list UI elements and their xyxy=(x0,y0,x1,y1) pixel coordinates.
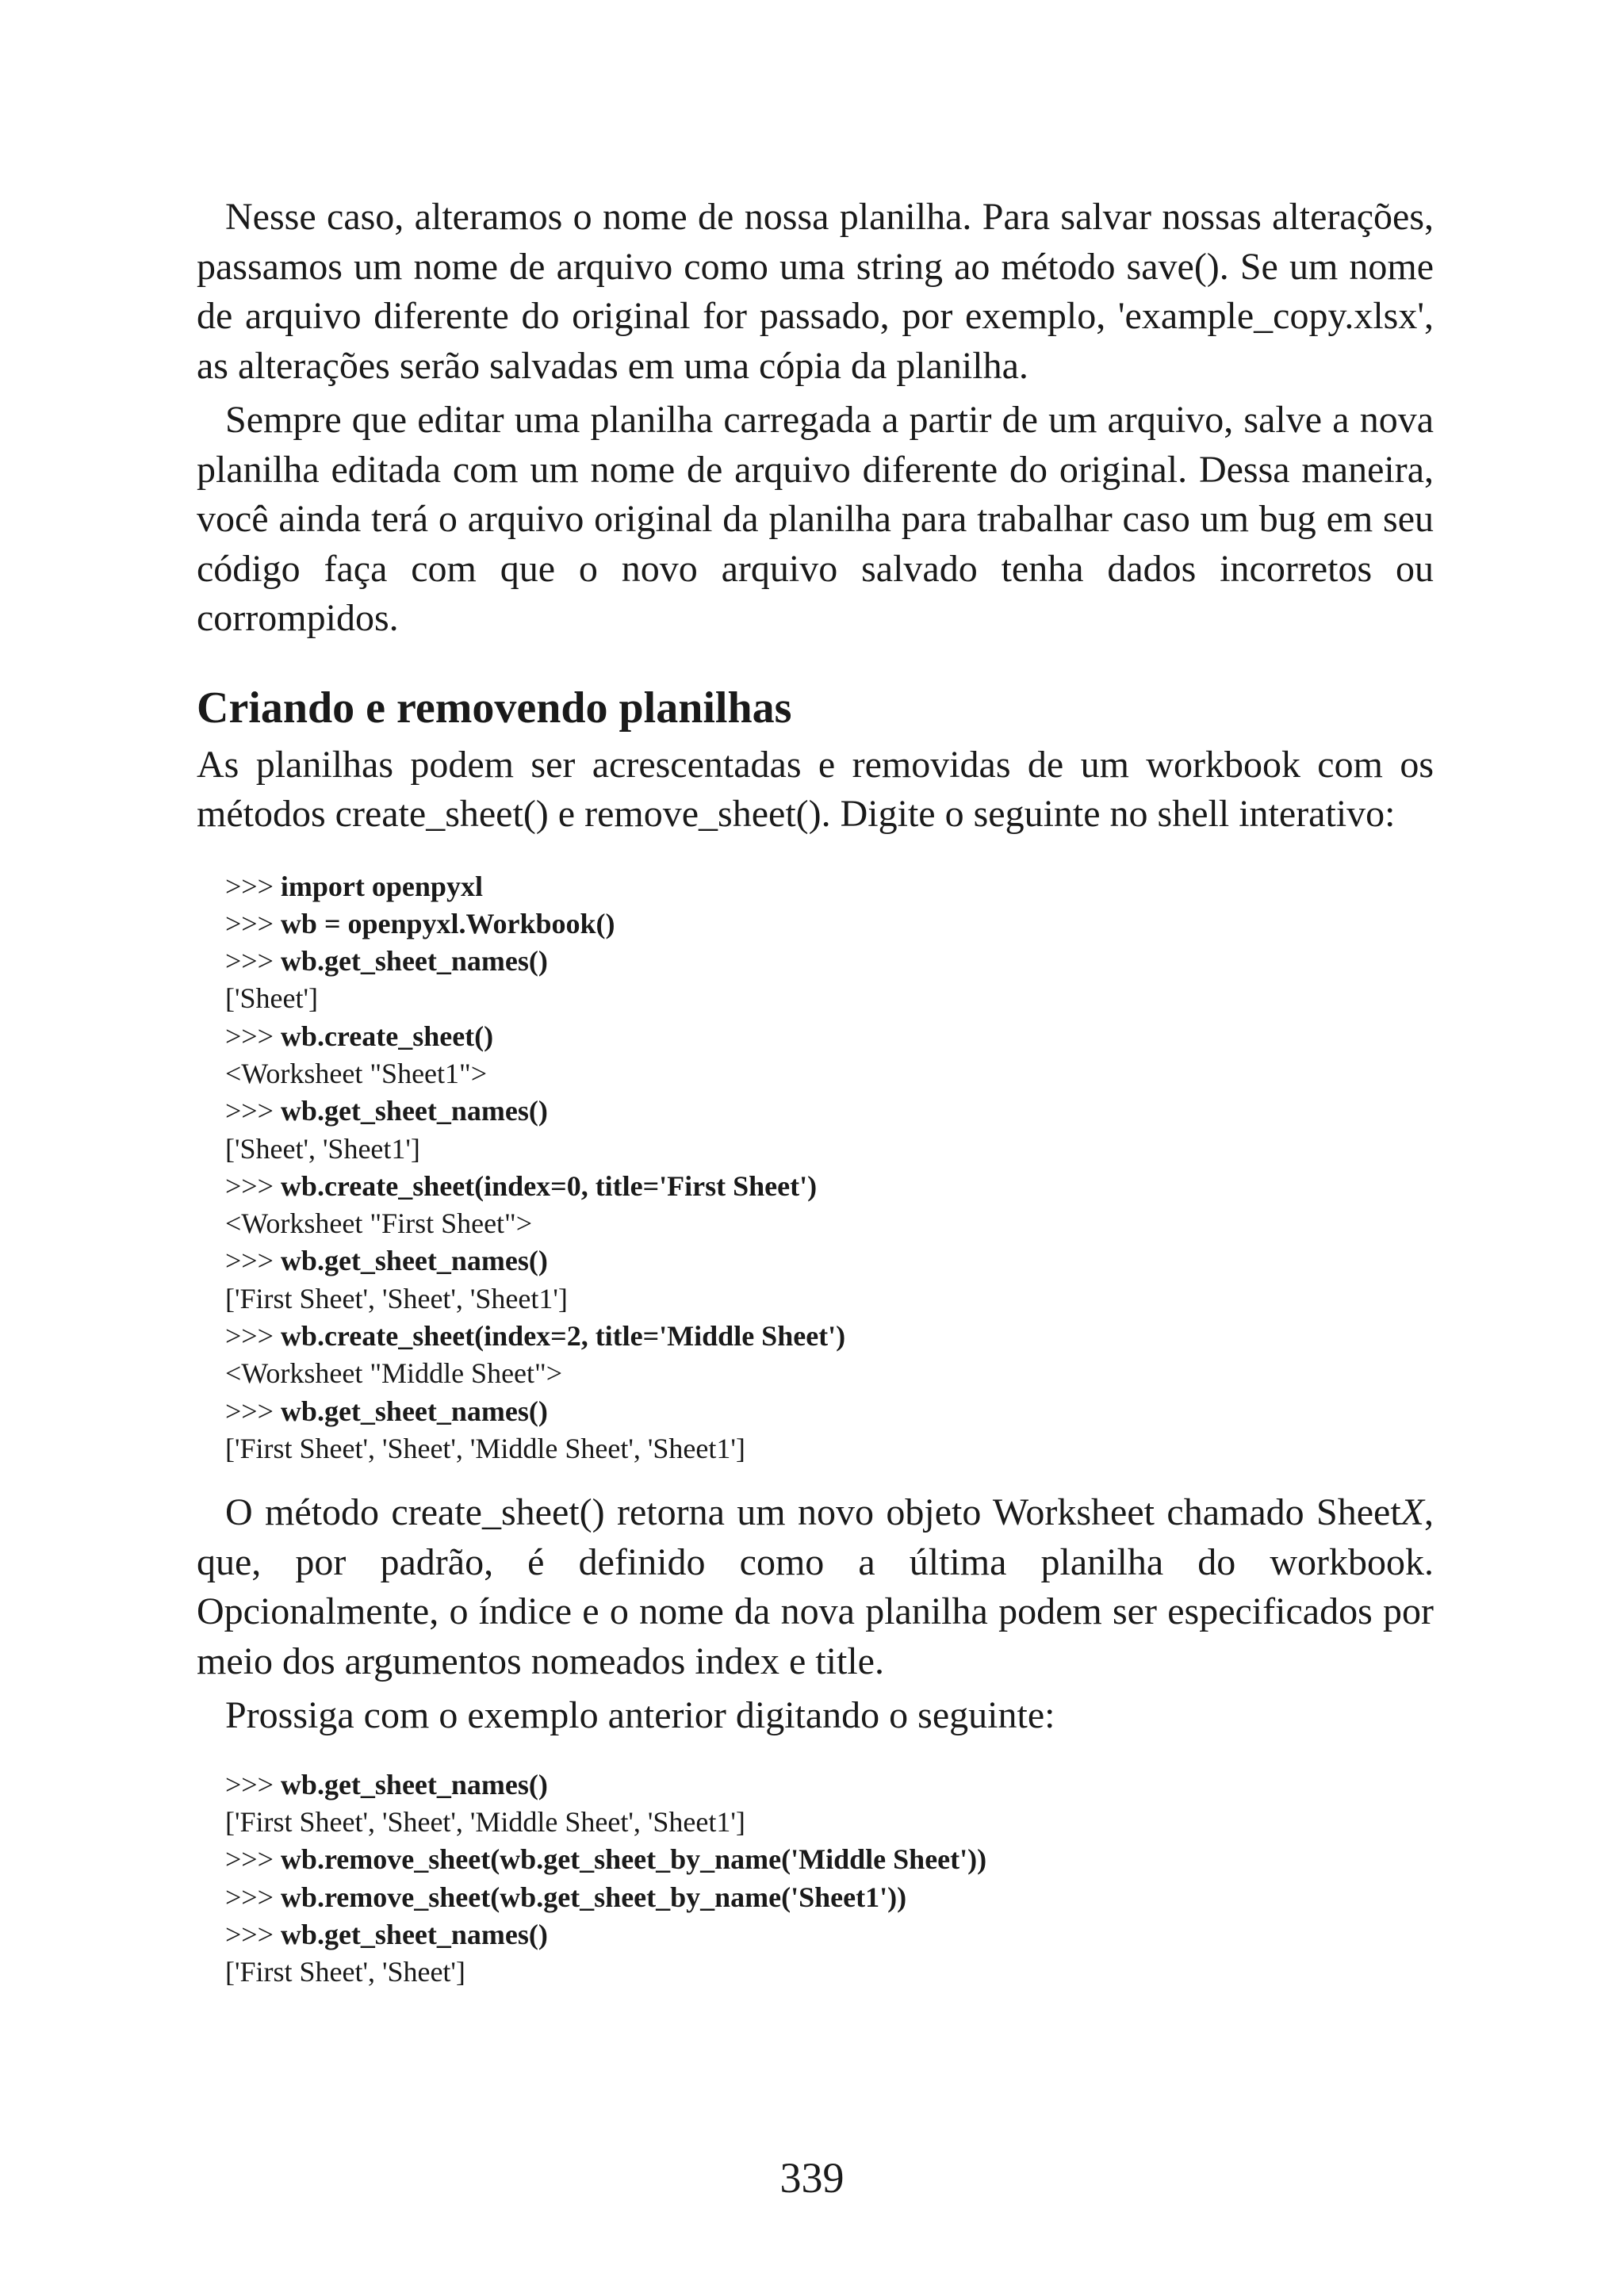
code-block-remove-sheets xyxy=(197,1766,1434,1992)
code-line xyxy=(225,1018,1434,1055)
code-line xyxy=(225,1131,1434,1168)
code-line xyxy=(225,1804,1434,1841)
code-line xyxy=(225,980,1434,1017)
code-prompt: >>> xyxy=(225,1020,281,1052)
code-line xyxy=(225,1280,1434,1318)
code-prompt: >>> xyxy=(225,1843,281,1876)
code-line xyxy=(225,1430,1434,1468)
code-prompt: >>> xyxy=(225,1320,281,1353)
code-line xyxy=(225,905,1434,943)
code-input: wb.get_sheet_names() xyxy=(280,1768,548,1800)
page-number: 339 xyxy=(779,2154,845,2202)
code-output: ['Sheet', 'Sheet1'] xyxy=(225,1132,420,1165)
paragraph-continue: Prossiga com o exemplo anterior digitando o seguinte: xyxy=(225,1694,1055,1737)
code-output: ['Sheet'] xyxy=(225,982,318,1015)
code-prompt: >>> xyxy=(225,1768,281,1800)
code-input: wb.remove_sheet(wb.get_sheet_by_name('Middle Sheet')) xyxy=(280,1843,987,1876)
code-input: wb.create_sheet(index=2, title='Middle Sheet') xyxy=(280,1320,846,1353)
code-output: ['First Sheet', 'Sheet', 'Sheet1'] xyxy=(225,1282,568,1314)
code-line xyxy=(225,868,1434,905)
code-prompt: >>> xyxy=(225,1245,281,1277)
code-input: wb.create_sheet(index=0, title='First Sheet') xyxy=(280,1169,818,1202)
code-prompt: >>> xyxy=(225,870,281,902)
code-input: wb = openpyxl.Workbook() xyxy=(280,907,615,939)
code-line xyxy=(225,943,1434,980)
code-input: wb.get_sheet_names() xyxy=(280,945,548,978)
code-input: wb.remove_sheet(wb.get_sheet_by_name('Sheet1')) xyxy=(280,1881,907,1913)
code-input: wb.get_sheet_names() xyxy=(280,1395,548,1427)
code-block-create-sheets xyxy=(197,868,1434,1468)
code-line xyxy=(225,1841,1434,1878)
code-prompt: >>> xyxy=(225,945,281,978)
code-line xyxy=(225,1766,1434,1804)
paragraph-save-advice: Sempre que editar uma planilha carregada a partir de um arquivo, salve a nova planilha editada com um nome de arquivo diferente do original. Dessa maneira, você ainda terá o arquivo original da planilha para trabalhar caso um bug em seu código faça com que o novo arquivo salvado tenha dados incorretos ou corrompidos. xyxy=(197,399,1434,639)
code-line xyxy=(225,1916,1434,1954)
code-input: import openpyxl xyxy=(280,870,483,902)
code-line xyxy=(225,1242,1434,1280)
code-line xyxy=(225,1055,1434,1093)
explain-text-end: , que, por padrão, é definido como a última planilha do workbook. Opcionalmente, o índice e o nome da nova planilha podem ser especificados por meio dos argumentos nomeados index e title. xyxy=(197,1491,1434,1682)
code-line xyxy=(225,1954,1434,1991)
code-input: wb.create_sheet() xyxy=(280,1020,494,1052)
code-line xyxy=(225,1318,1434,1355)
code-line xyxy=(225,1168,1434,1205)
code-prompt: >>> xyxy=(225,1169,281,1202)
paragraph-create-sheet-explained xyxy=(197,1488,1434,1686)
paragraph-intro: As planilhas podem ser acrescentadas e removidas de um workbook com os métodos create_sheet() e remove_sheet(). Digite o seguinte no shell interativo: xyxy=(197,743,1434,835)
code-line xyxy=(225,1355,1434,1392)
explain-text-start: O método create_sheet() retorna um novo objeto Worksheet chamado Sheet xyxy=(225,1491,1401,1534)
page-content xyxy=(197,193,1434,1992)
code-input: wb.get_sheet_names() xyxy=(280,1918,548,1950)
code-prompt: >>> xyxy=(225,1395,281,1427)
code-prompt: >>> xyxy=(225,1918,281,1950)
code-input: wb.get_sheet_names() xyxy=(280,1245,548,1277)
code-prompt: >>> xyxy=(225,1881,281,1913)
section-heading: Criando e removendo planilhas xyxy=(197,683,792,733)
code-prompt: >>> xyxy=(225,907,281,939)
code-output: <Worksheet "Middle Sheet"> xyxy=(225,1357,563,1390)
code-line xyxy=(225,1205,1434,1242)
code-line xyxy=(225,1879,1434,1916)
code-prompt: >>> xyxy=(225,1095,281,1127)
code-output: <Worksheet "First Sheet"> xyxy=(225,1207,533,1240)
code-output: ['First Sheet', 'Sheet', 'Middle Sheet', 'Sheet1'] xyxy=(225,1806,745,1839)
explain-italic-x: X xyxy=(1400,1491,1424,1534)
code-output: ['First Sheet', 'Sheet', 'Middle Sheet', 'Sheet1'] xyxy=(225,1432,745,1464)
code-line xyxy=(225,1093,1434,1130)
code-input: wb.get_sheet_names() xyxy=(280,1095,548,1127)
paragraph-save-copy: Nesse caso, alteramos o nome de nossa planilha. Para salvar nossas alterações, passamos um nome de arquivo como uma string ao método save(). Se um nome de arquivo diferente do original for passado, por exemplo, 'example_copy.xlsx', as alterações serão salvadas em uma cópia da planilha. xyxy=(197,196,1434,387)
code-output: ['First Sheet', 'Sheet'] xyxy=(225,1956,465,1988)
code-output: <Worksheet "Sheet1"> xyxy=(225,1057,488,1089)
code-line xyxy=(225,1393,1434,1430)
